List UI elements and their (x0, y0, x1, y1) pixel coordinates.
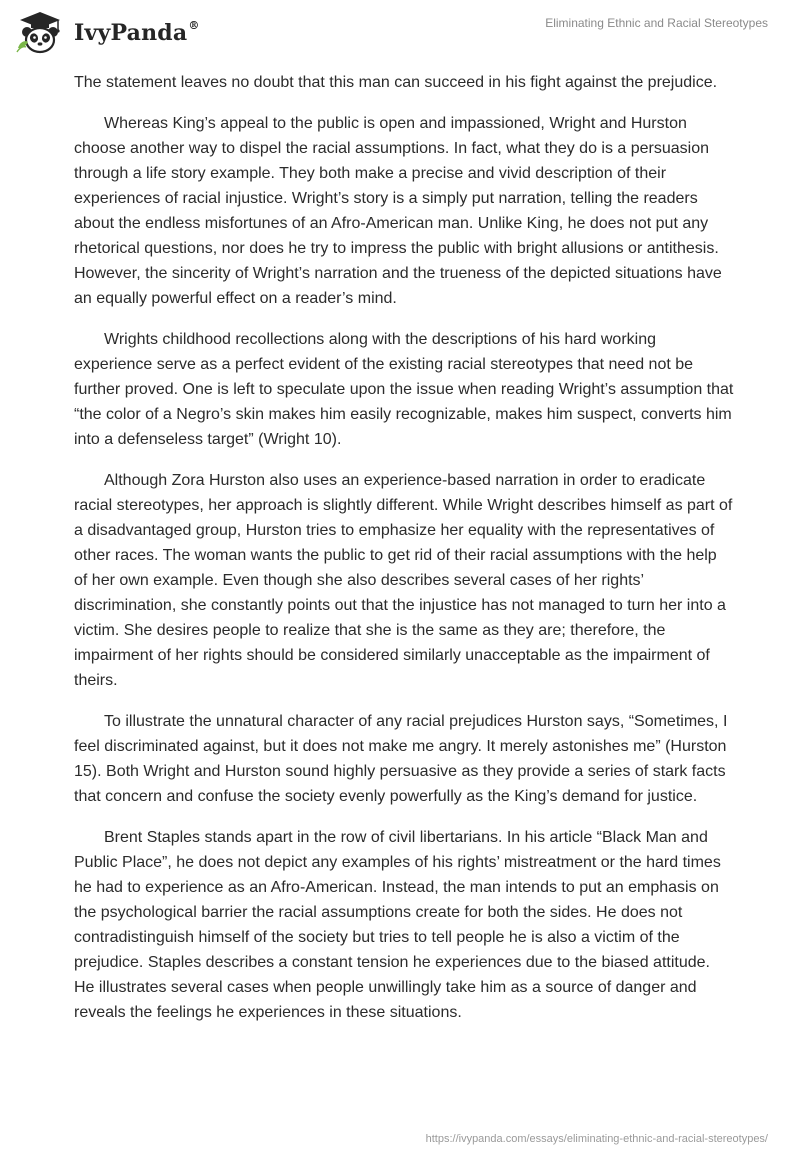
paragraph: To illustrate the unnatural character of any racial prejudices Hurston says, “Sometimes, I feel discriminated against, but it does not make me angry. It merely astonishes me” (Hurston 15). Both Wright and Hurston sound highly persuasive as they provide a series of stark facts that concern and confuse the society evenly powerfully as the King’s demand for justice. (74, 713, 728, 805)
paragraph: Whereas King’s appeal to the public is open and impassioned, Wright and Hurston choose another way to dispel the racial assumptions. In fact, what they do is a persuasion through a life story example. They both make a precise and vivid description of their experiences of racial injustice. Wright’s story is a simply put narration, telling the readers about the endless misfortunes of an Afro-American man. Unlike King, he does not put any rhetorical questions, nor does he try to impress the public with bright allusions or antithesis. However, the sincerity of Wright’s narration and the trueness of the depicted situations have an equally powerful effect on a reader’s mind. (74, 115, 722, 307)
paragraph: Although Zora Hurston also uses an experience-based narration in order to eradicate racial stereotypes, her approach is slightly different. While Wright describes himself as part of a disadvantaged group, Hurston tries to emphasize her equality with the representatives of other races. The woman wants the public to get rid of their racial assumptions with the help of her own example. Even though she also describes several cases of her rights’ discrimination, she constantly points out that the injustice has not managed to turn her into a victim. She desires people to realize that she is the same as they are; therefore, the impairment of her rights should be considered similarly unacceptable as the impairment of theirs. (74, 472, 733, 689)
page-header (0, 0, 800, 60)
paragraph: The statement leaves no doubt that this man can succeed in his fight against the prejudice. (74, 74, 718, 91)
registered-mark: ® (188, 18, 200, 32)
paragraph: Brent Staples stands apart in the row of civil libertarians. In his article “Black Man and Public Place”, he does not depict any examples of his rights’ mistreatment or the hard times he had to experience as an Afro-American. Instead, the man intends to put an emphasis on the psychological barrier the racial assumptions create for both the sides. He does not contradistinguish himself of the society but tries to tell people he is also a victim of the prejudice. Staples describes a constant tension he experiences due to the biased attitude. He illustrates several cases when people unwillingly take him as a source of danger and reveals the feelings he experiences in these situations. (74, 829, 721, 1021)
source-url[interactable]: https://ivypanda.com/essays/eliminating-ethnic-and-racial-stereotypes/ (425, 1133, 768, 1145)
paragraph: Wrights childhood recollections along with the descriptions of his hard working experience serve as a perfect evident of the existing racial stereotypes that need not be further proved. One is left to speculate upon the issue when reading Wright’s assumption that “the color of a Negro’s skin makes him easily recognizable, makes him suspect, converts him into a defenseless target” (Wright 10). (74, 331, 734, 448)
document-title: Eliminating Ethnic and Racial Stereotypes (545, 16, 768, 30)
brand-name (74, 20, 200, 46)
panda-graduate-icon (14, 10, 66, 54)
brand-name-text: IvyPanda (74, 20, 188, 46)
essay-body (74, 70, 734, 1041)
brand-logo[interactable] (14, 10, 200, 54)
